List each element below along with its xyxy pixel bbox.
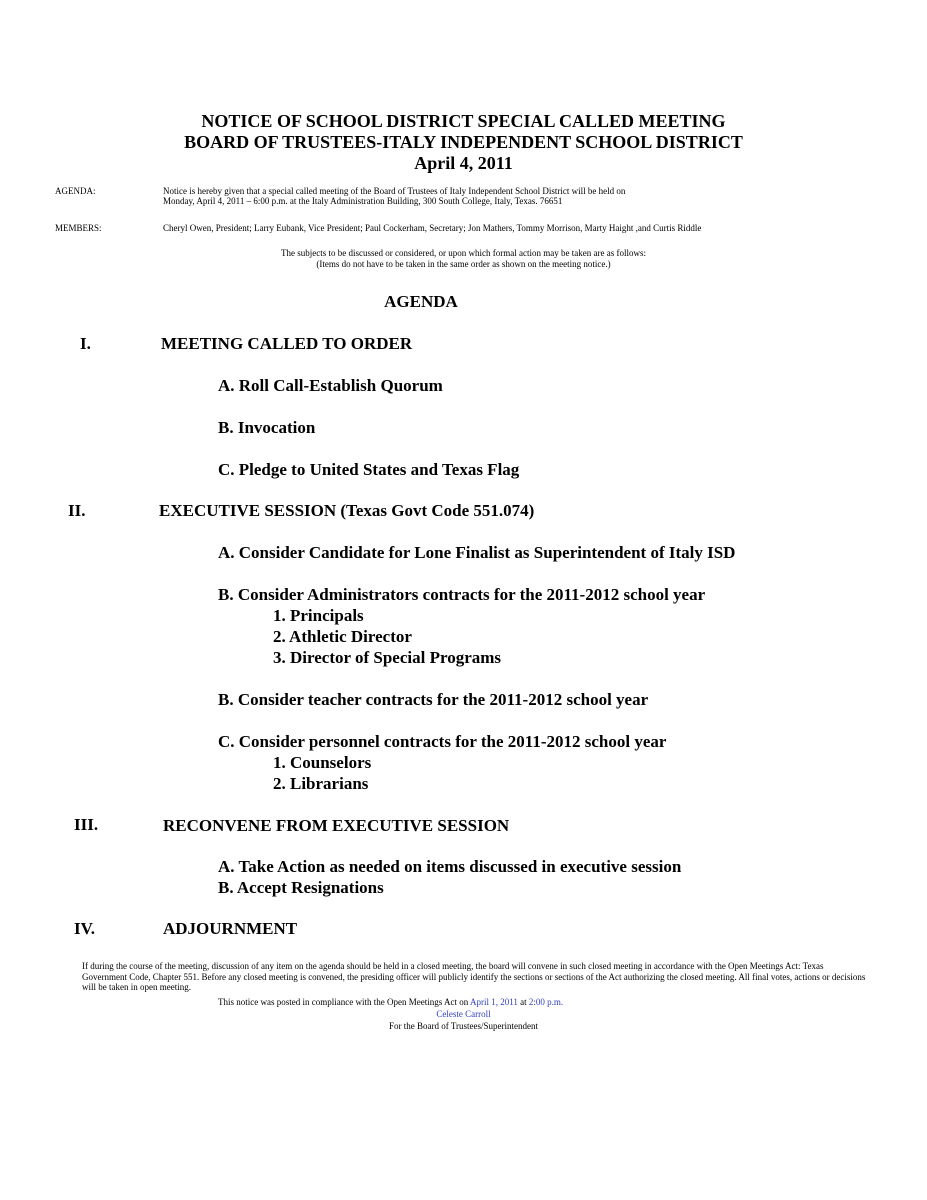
section-2-title: EXECUTIVE SESSION (Texas Govt Code 551.074)	[159, 501, 535, 520]
section-1-title: MEETING CALLED TO ORDER	[161, 334, 413, 353]
item-invocation: B. Invocation	[218, 418, 316, 437]
closed-meeting-paragraph: If during the course of the meeting, discussion of any item on the agenda should be held in a closed meeting, the board will convene in such closed meeting in accordance with the Open Meetings Act: Texas Government Code, Chapter 551. Before any closed meeting is convened, the presiding officer will publicly identify the sections or sections of the Act authorizing the closed meeting. All final votes, actions or decisions will be taken in open meeting.	[82, 961, 866, 992]
item-lone-finalist: A. Consider Candidate for Lone Finalist as Superintendent of Italy ISD	[218, 543, 736, 562]
section-2-numeral: II.	[68, 501, 86, 520]
section-1-numeral: I.	[80, 334, 91, 353]
subitem-special-programs: 3. Director of Special Programs	[273, 648, 502, 667]
posted-date: April 1, 2011	[469, 997, 518, 1007]
section-3-title: RECONVENE FROM EXECUTIVE SESSION	[163, 816, 510, 835]
section-4-title: ADJOURNMENT	[163, 919, 298, 938]
notice-title: NOTICE OF SCHOOL DISTRICT SPECIAL CALLED MEETING	[201, 111, 726, 131]
members-list: Cheryl Owen, President; Larry Eubank, Vice President; Paul Cockerham, Secretary; Jon Mathers, Tommy Morrison, Marty Haight ,and Curtis Riddle	[163, 223, 702, 233]
item-admin-contracts: B. Consider Administrators contracts for the 2011-2012 school year	[218, 585, 706, 604]
signer-title: For the Board of Trustees/Superintendent	[389, 1021, 538, 1031]
board-title: BOARD OF TRUSTEES-ITALY INDEPENDENT SCHOOL DISTRICT	[184, 132, 743, 152]
posted-notice	[218, 997, 563, 1008]
members-label: MEMBERS:	[55, 223, 102, 233]
agenda-label: AGENDA:	[55, 186, 96, 196]
posted-prefix: This notice was posted in compliance with the Open Meetings Act on	[218, 997, 470, 1007]
agenda-notice-line2: Monday, April 4, 2011 – 6:00 p.m. at the Italy Administration Building, 300 South College, Italy, Texas. 76651	[163, 196, 563, 206]
subitem-librarians: 2. Librarians	[273, 774, 369, 793]
subitem-counselors: 1. Counselors	[273, 753, 372, 772]
posted-time: 2:00 p.m.	[528, 997, 564, 1007]
agenda-heading: AGENDA	[384, 292, 458, 311]
signer-name: Celeste Carroll	[436, 1009, 491, 1019]
subjects-line2: (Items do not have to be taken in the same order as shown on the meeting notice.)	[316, 259, 611, 269]
item-accept-resignations: B. Accept Resignations	[218, 878, 384, 897]
subitem-athletic-director: 2. Athletic Director	[273, 627, 412, 646]
section-3-numeral: III.	[74, 815, 99, 834]
item-take-action: A. Take Action as needed on items discussed in executive session	[218, 857, 682, 876]
meeting-date: April 4, 2011	[414, 153, 513, 173]
agenda-notice-line1: Notice is hereby given that a special called meeting of the Board of Trustees of Italy Independent School District will be held on	[163, 186, 626, 196]
item-pledge: C. Pledge to United States and Texas Flag	[218, 460, 520, 479]
item-personnel-contracts: C. Consider personnel contracts for the 2011-2012 school year	[218, 732, 667, 751]
section-4-numeral: IV.	[74, 919, 95, 938]
subitem-principals: 1. Principals	[273, 606, 364, 625]
subjects-line1: The subjects to be discussed or considered, or upon which formal action may be taken are as follows:	[281, 248, 646, 258]
item-teacher-contracts: B. Consider teacher contracts for the 2011-2012 school year	[218, 690, 649, 709]
posted-at: at	[517, 997, 529, 1007]
item-roll-call: A. Roll Call-Establish Quorum	[218, 376, 443, 395]
